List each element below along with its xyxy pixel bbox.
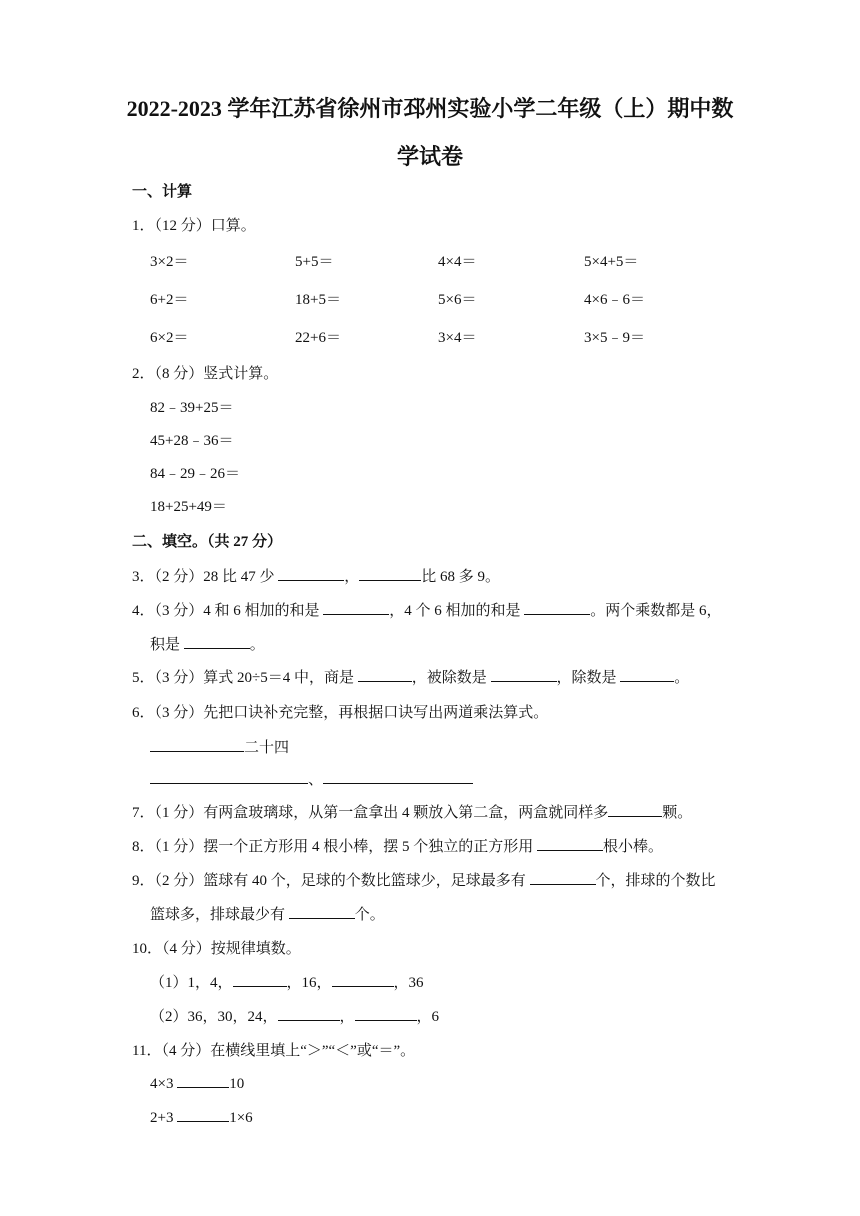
question-6-blank-line [150, 736, 289, 757]
question-text: 。两个乘数都是 6， [590, 603, 722, 619]
question-text: 比 68 多 9。 [421, 569, 501, 585]
answer-blank[interactable] [289, 904, 355, 919]
question-2 [132, 362, 278, 383]
section-heading-calculation: 一、计算 [132, 184, 193, 200]
question-number: 2． [132, 366, 155, 382]
question-3 [132, 565, 500, 586]
question-text: （4 分）在横线里填上“＞”“＜”或“＝”。 [161, 1043, 416, 1059]
answer-blank[interactable] [278, 1006, 340, 1021]
vertical-calc-item: 18+25+49＝ [150, 499, 227, 515]
question-number: 3． [132, 569, 155, 585]
answer-blank[interactable] [177, 1107, 229, 1122]
question-9 [132, 869, 716, 890]
question-text: （8 分）竖式计算。 [154, 366, 279, 382]
question-text: （4 分）按规律填数。 [162, 941, 301, 957]
question-text: （1 分）有两盒玻璃球，从第一盒拿出 4 颗放入第二盒，两盒就同样多 [154, 805, 609, 821]
question-number: 5． [132, 670, 155, 686]
question-text: 。 [674, 670, 690, 686]
question-text: 颗。 [662, 805, 693, 821]
question-text: 二十四 [244, 740, 290, 756]
question-11 [132, 1039, 415, 1060]
question-text: （2 分）28 比 47 少 [154, 569, 279, 585]
question-text: （3 分）算式 20÷5＝4 中，商是 [154, 670, 358, 686]
question-10-sequence-2 [150, 1005, 439, 1026]
question-text: 积是 [150, 637, 184, 653]
question-text: ，6 [416, 1009, 440, 1025]
oral-item: 22+6＝ [295, 330, 341, 346]
question-text: 篮球多，排球最少有 [150, 907, 289, 923]
question-text: ， [339, 1009, 355, 1025]
question-11-compare-2 [150, 1107, 253, 1127]
answer-blank[interactable] [355, 1006, 417, 1021]
question-text: （3 分）先把口诀补充完整，再根据口诀写出两道乘法算式。 [154, 705, 549, 721]
answer-blank[interactable] [332, 972, 394, 987]
answer-blank[interactable] [530, 870, 596, 885]
exam-title-line1: 2022-2023 学年江苏省徐州市邳州实验小学二年级（上）期中数 [126, 96, 734, 121]
answer-blank[interactable] [608, 802, 662, 817]
question-text: ， [344, 569, 360, 585]
oral-item: 3×2＝ [150, 254, 189, 270]
vertical-calc-item: 82﹣39+25＝ [150, 400, 234, 416]
question-text: 10 [229, 1076, 245, 1092]
exam-title-line2: 学试卷 [396, 144, 463, 169]
question-10 [132, 937, 301, 958]
question-number: 7． [132, 805, 155, 821]
question-text: ，4 个 6 相加的和是 [389, 603, 525, 619]
question-text: 2+3 [150, 1110, 178, 1126]
answer-blank[interactable] [323, 769, 473, 784]
question-number: 11． [132, 1043, 162, 1059]
question-number: 8． [132, 839, 155, 855]
oral-item: 3×4＝ [438, 330, 477, 346]
answer-blank[interactable] [150, 769, 308, 784]
question-number: 6． [132, 705, 155, 721]
answer-blank[interactable] [233, 972, 287, 987]
answer-blank[interactable] [358, 667, 412, 682]
answer-blank[interactable] [524, 600, 590, 615]
answer-blank[interactable] [491, 667, 557, 682]
question-text: （2）36，30，24， [150, 1009, 278, 1025]
oral-item: 4×4＝ [438, 254, 477, 270]
question-8 [132, 835, 663, 856]
oral-item: 6×2＝ [150, 330, 189, 346]
question-text: 。 [249, 637, 265, 653]
answer-blank[interactable] [323, 600, 389, 615]
question-number: 9． [132, 873, 155, 889]
question-text: 根小棒。 [603, 839, 664, 855]
question-6 [132, 701, 548, 722]
separator: 、 [308, 772, 324, 788]
answer-blank[interactable] [537, 836, 603, 851]
question-text: （1）1，4， [150, 975, 233, 991]
vertical-calc-item: 45+28﹣36＝ [150, 433, 234, 449]
question-5 [132, 666, 689, 687]
question-text: ，36 [393, 975, 424, 991]
answer-blank[interactable] [177, 1073, 229, 1088]
answer-blank[interactable] [359, 566, 421, 581]
question-text: （1 分）摆一个正方形用 4 根小棒，摆 5 个独立的正方形用 [154, 839, 538, 855]
question-number: 10． [132, 941, 163, 957]
oral-item: 5+5＝ [295, 254, 334, 270]
oral-item: 4×6﹣6＝ [584, 292, 645, 308]
answer-blank[interactable] [184, 634, 250, 649]
question-text: 4×3 [150, 1076, 178, 1092]
section-heading-fill-in: 二、填空。（共 27 分） [132, 534, 283, 550]
question-9-continued [150, 903, 385, 924]
question-4-continued [150, 633, 265, 654]
answer-blank[interactable] [150, 737, 244, 752]
oral-item: 3×5﹣9＝ [584, 330, 645, 346]
question-11-compare-1 [150, 1073, 244, 1093]
oral-item: 5×4+5＝ [584, 254, 639, 270]
question-4 [132, 599, 722, 620]
question-7 [132, 801, 692, 822]
question-10-sequence-1 [150, 971, 424, 992]
question-text: 1×6 [229, 1110, 253, 1126]
question-text: （12 分）口算。 [154, 218, 256, 234]
question-text: （2 分）篮球有 40 个，足球的个数比篮球少，足球最多有 [154, 873, 530, 889]
question-text: ，被除数是 [411, 670, 491, 686]
question-6-equations [150, 768, 473, 789]
oral-item: 6+2＝ [150, 292, 189, 308]
question-number: 1． [132, 218, 155, 234]
question-number: 4． [132, 603, 155, 619]
oral-item: 18+5＝ [295, 292, 341, 308]
question-text: ，除数是 [556, 670, 621, 686]
question-1 [132, 214, 256, 235]
question-text: 个，排球的个数比 [595, 873, 716, 889]
answer-blank[interactable] [620, 667, 674, 682]
vertical-calc-item: 84﹣29﹣26＝ [150, 466, 241, 482]
oral-item: 5×6＝ [438, 292, 477, 308]
answer-blank[interactable] [278, 566, 344, 581]
question-text: ，16， [286, 975, 332, 991]
question-text: 个。 [354, 907, 385, 923]
question-text: （3 分）4 和 6 相加的和是 [154, 603, 324, 619]
